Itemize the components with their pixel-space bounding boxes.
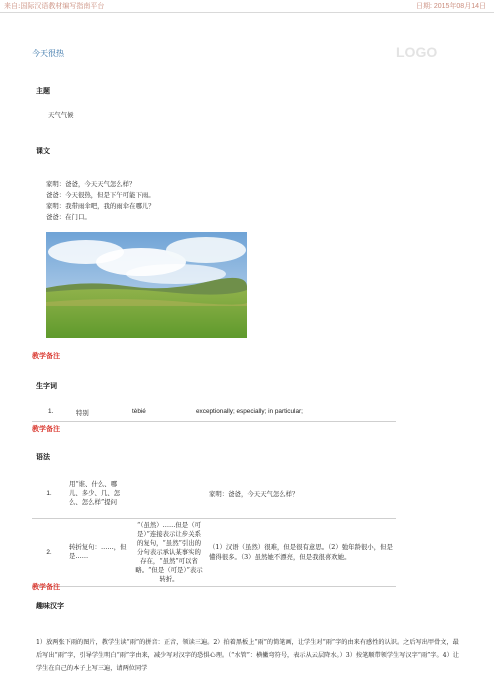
dialogue-line: 爸爸：在门口。 (46, 213, 91, 221)
document-title: 今天很热 (32, 49, 64, 58)
fun-characters-paragraph: 1）放两张下雨的图片，教学生读“雨”的拼音：正音，领读三遍。2）拍着黑板上“雨”的简笔画，让学生对“雨”字的由来有感性的认识。之后写出甲骨文，最后写出“雨”字，引导学生明白“雨”字由来，减少写对汉字的恐惧心理。（“水管”：横撇弯符号，表示从云层降水。）3）按笔顺带领学生写汉字“雨”字。4）让学生在自己的本子上写三遍，请两位同学 (36, 639, 459, 672)
logo: LOGO (396, 44, 438, 60)
grammar-pattern: 用“谁、什么、哪儿、多少、几、怎么、怎么样”提问 (66, 470, 132, 518)
page-header (0, 0, 494, 13)
theme-text: 天气气候 (48, 111, 74, 119)
grammar-explanation: “（虽然）……但是（可是）”连接表示让步关系的复句，“虽然”引出的分句表示承认某事实的存在，“虽然”可以省略。“但是（可是）”表示转折。 (132, 518, 206, 586)
dialogue-line: 家明：我带雨伞吧，我的雨伞在哪儿？ (46, 202, 155, 210)
teaching-note: 教学备注 (32, 351, 60, 360)
grammar-heading: 语法 (36, 452, 50, 461)
date-text: 日期: 2015年08月14日 (415, 3, 486, 10)
dialogue-line: 爸爸：今天很热，但是下午可能下雨。 (46, 191, 155, 199)
source-text: 来自:国际汉语教材编写指南平台 (4, 2, 105, 10)
grammar-explanation (132, 470, 206, 518)
vocab-meaning: exceptionally; especially; in particular; (196, 408, 303, 415)
divider (32, 421, 396, 422)
vocab-word: 特别 (76, 409, 89, 417)
grammar-table (32, 470, 396, 587)
fun-characters-heading: 趣味汉字 (36, 601, 64, 610)
text-heading: 课文 (36, 146, 50, 155)
grammar-num: 1. (32, 470, 66, 518)
grammar-example: 家明：爸爸，今天天气怎么样？ (206, 470, 396, 518)
dialogue-line: 家明：爸爸，今天天气怎么样？ (46, 180, 136, 188)
vocab-heading: 生字词 (36, 381, 57, 390)
theme-heading: 主题 (36, 86, 50, 95)
grassland-photo (46, 232, 247, 338)
vocab-pinyin: tèbié (132, 408, 146, 415)
vocab-num: 1. (48, 408, 54, 415)
teaching-note: 教学备注 (32, 582, 60, 591)
grammar-num: 2. (32, 518, 66, 586)
grammar-pattern: 转折复句：……，但是…… (66, 518, 132, 586)
table-row (32, 470, 396, 518)
teaching-note: 教学备注 (32, 424, 60, 433)
table-row (32, 518, 396, 586)
grammar-example: （1）汉语（虽然）很难，但是很有意思。（2）弛年龄很小，但是懂得很多。（3）虽然她不漂亮，但是我很喜欢她。 (206, 518, 396, 586)
